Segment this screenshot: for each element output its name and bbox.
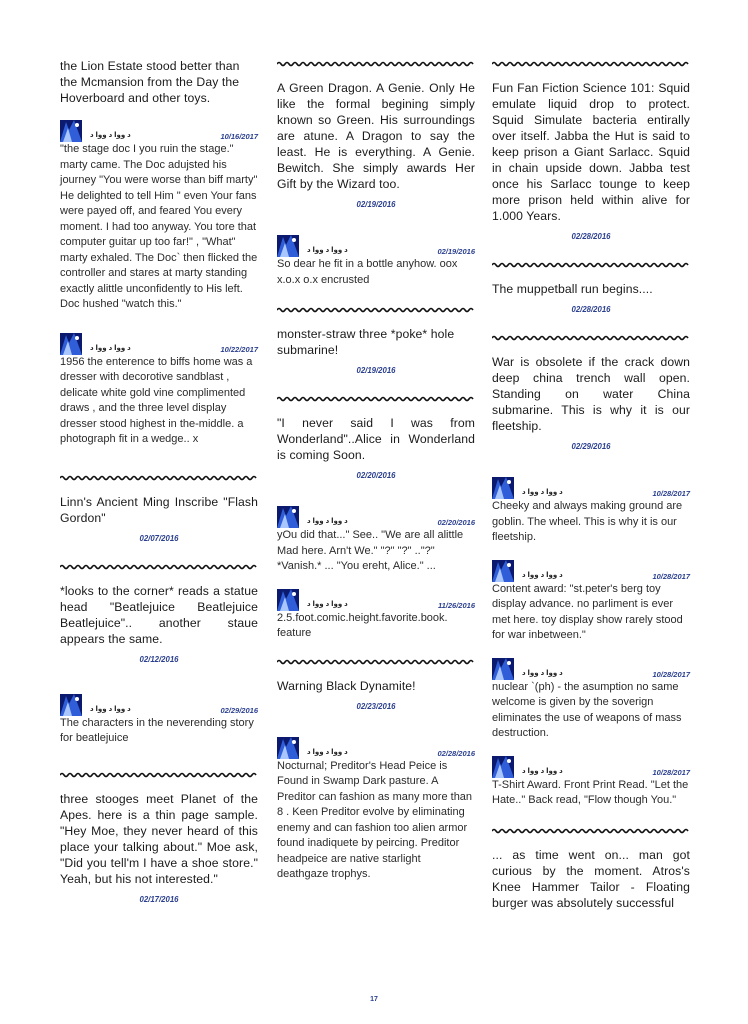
comment	[277, 737, 475, 883]
comment-text: Nocturnal; Preditor's Head Peice is Found in Swamp Dark pasture. A Preditor can fashion as many more than 8 . Keen Preditor evolve by eliminating enemy and can fashion too alien armor found inadiquete by peircing. Preditor headpeice are native starlight deathgaze trophys.	[277, 759, 473, 880]
divider	[277, 395, 475, 403]
avatar-icon[interactable]	[277, 506, 299, 528]
post-text: A Green Dragon. A Genie. Only He like the formal begining simply known so Green. His surroundings are atune. A Dragon to say the least. He is everything. A Genie. Bewitch. She simply awards Her Gift by the Wizard too.	[277, 81, 475, 191]
comment-author[interactable]: د ووا د ووا د	[307, 600, 348, 608]
comment-date: 11/26/2016	[438, 600, 475, 610]
column-right	[492, 58, 690, 911]
column-left	[60, 58, 258, 924]
post-date: 02/29/2016	[571, 442, 611, 451]
post-text: Linn's Ancient Ming Inscribe "Flash Gordon"	[60, 494, 258, 525]
comment-author[interactable]: د ووا د ووا د	[522, 767, 563, 775]
comment-author[interactable]: د ووا د ووا د	[90, 344, 131, 352]
comment	[492, 477, 690, 546]
comment-date: 10/22/2017	[220, 344, 258, 354]
comment-author[interactable]: د ووا د ووا د	[90, 132, 131, 139]
comment-text: nuclear `(ph) - the asumption no same welcome is given by the soverign eliminates the use of weapons of mass destruction.	[492, 680, 682, 739]
comment-author[interactable]: د ووا د ووا د	[307, 748, 348, 756]
post-text: *looks to the corner* reads a statue head "Beatlejuice Beatlejuice Beatlejuice".. another staue appears the same.	[60, 583, 258, 646]
post-date: 02/28/2016	[571, 305, 611, 314]
post-date: 02/20/2016	[356, 471, 396, 480]
comment-date: 10/28/2017	[652, 571, 690, 581]
post-text: three stooges meet Planet of the Apes. here is a thin page sample. "Hey Moe, they never heard of this place your talking about." Moe ask, "Did you tell'm I have a shoe store." Yeah, but his not interested."	[60, 791, 258, 886]
comment-author[interactable]: د ووا د ووا د	[522, 669, 563, 677]
comment-author[interactable]: د ووا د ووا د	[307, 247, 348, 254]
post-text: monster-straw three *poke* hole submarine!	[277, 327, 455, 357]
comment-text: "the stage doc I you ruin the stage." marty came. The Doc adujsted his journey "You were worse than biff marty" He delighted to tell Him " even Your fans were payed off, and feared You every moment. I had too anyway. You tore that computer guitar up too far!" , "What" marty exhaled. The Doc` then flicked the controller and stares at marty standing exactly alittle unconfidently to His left. Doc hushed "watch this."	[60, 143, 258, 310]
avatar-icon[interactable]	[277, 737, 299, 759]
avatar-icon[interactable]	[60, 333, 82, 355]
comment	[60, 333, 258, 448]
comment	[277, 506, 475, 575]
post-date: 02/28/2016	[571, 232, 611, 241]
divider	[60, 563, 258, 571]
post-date: 02/12/2016	[139, 654, 179, 664]
post-date: 02/17/2016	[139, 894, 179, 904]
comment-text: yOu did that..." See.. "We are all alittle Mad here. Arn't We." "?" "?" .."?" *Vanish.* ... "You ereht, Alice." ...	[277, 529, 464, 572]
post-text: War is obsolete if the crack down deep china trench wall open. Standing on water China submarine. This is why it is our fleetship.	[492, 355, 690, 433]
post-text: ... as time went on... man got curious by the moment. Atros's Knee Hammer Tailor - Floating burger was absolutely successful	[492, 847, 690, 910]
avatar-icon[interactable]	[60, 694, 82, 716]
divider	[60, 771, 258, 779]
divider	[492, 261, 690, 269]
comment	[492, 756, 690, 809]
comment-date: 02/19/2016	[437, 247, 475, 256]
avatar-icon[interactable]	[277, 235, 299, 257]
divider	[492, 334, 690, 342]
comment-text: Content award: "st.peter's berg toy display advance. no parliment is ever met here. toy display show rarely stood for war inbetween."	[492, 582, 683, 641]
comment-text: 1956 the enterence to biffs home was a dresser with decorotive sandblast , delicate white gold vine complimented draws , and the three level display dresser stood highest in the-middle. a photograph fit in a wedge.. x	[60, 355, 253, 445]
page-number: 17	[370, 996, 378, 1003]
comment-text: 2.5.foot.comic.height.favorite.book. feature	[277, 611, 448, 639]
post-text: Warning Black Dynamite!	[277, 678, 416, 693]
divider	[60, 474, 258, 482]
avatar-icon[interactable]	[492, 560, 514, 582]
post-date: 02/23/2016	[356, 701, 396, 711]
column-middle	[277, 58, 475, 897]
avatar-icon[interactable]	[277, 589, 299, 611]
divider	[277, 60, 475, 68]
comment-date: 02/20/2016	[437, 518, 475, 527]
comment-text: So dear he fit in a bottle anyhow. oox x.o.x o.x encrusted	[277, 258, 458, 286]
comment-date: 10/28/2017	[652, 489, 690, 498]
comment	[277, 235, 475, 288]
post-text: the Lion Estate stood better than the Mcmansion from the Day the Hoverboard and other toys.	[60, 59, 240, 105]
post-text: Fun Fan Fiction Science 101: Squid emulate liquid drop to protect. Squid Simulate bacteria entirally over itself. Jabba the Hut is said to keep prison a Giant Sarlacc. Squid in chain upside down. Jabba test once his Sarlacc tounge to keep more prison held within alive for 1.000 Years.	[492, 81, 690, 223]
divider	[492, 60, 690, 68]
comment-author[interactable]: د ووا د ووا د	[522, 489, 563, 496]
avatar-icon[interactable]	[492, 756, 514, 778]
comment-author[interactable]: د ووا د ووا د	[307, 518, 348, 525]
comment	[492, 658, 690, 742]
comment	[492, 560, 690, 644]
comment-text: T-Shirt Award. Front Print Read. "Let the Hate.." Back read, "Flow though You."	[492, 778, 689, 806]
post-date: 02/19/2016	[356, 366, 396, 375]
comment-date: 02/28/2016	[437, 748, 475, 758]
post-text: "I never said I was from Wonderland"..Alice in Wonderland is coming Soon.	[277, 416, 475, 462]
post-date: 02/07/2016	[139, 533, 179, 543]
comment	[277, 589, 475, 642]
post-text: The muppetball run begins....	[492, 282, 653, 296]
comment-date: 02/29/2016	[220, 705, 258, 715]
avatar-icon[interactable]	[492, 477, 514, 499]
divider	[277, 658, 475, 666]
comment-author[interactable]: د ووا د ووا د	[90, 705, 131, 713]
divider	[277, 306, 475, 314]
comment	[60, 120, 258, 313]
comment-date: 10/28/2017	[652, 767, 690, 777]
comment	[60, 694, 258, 747]
comment-date: 10/16/2017	[220, 132, 258, 141]
post-date: 02/19/2016	[356, 200, 396, 209]
comment-author[interactable]: د ووا د ووا د	[522, 571, 563, 579]
avatar-icon[interactable]	[492, 658, 514, 680]
comment-date: 10/28/2017	[652, 669, 690, 679]
comment-text: Cheeky and always making ground are goblin. The wheel. This is why it is our fleetship.	[492, 500, 683, 543]
avatar-icon[interactable]	[60, 120, 82, 142]
divider	[492, 827, 690, 835]
comment-text: The characters in the neverending story for beatlejuice	[60, 716, 254, 744]
